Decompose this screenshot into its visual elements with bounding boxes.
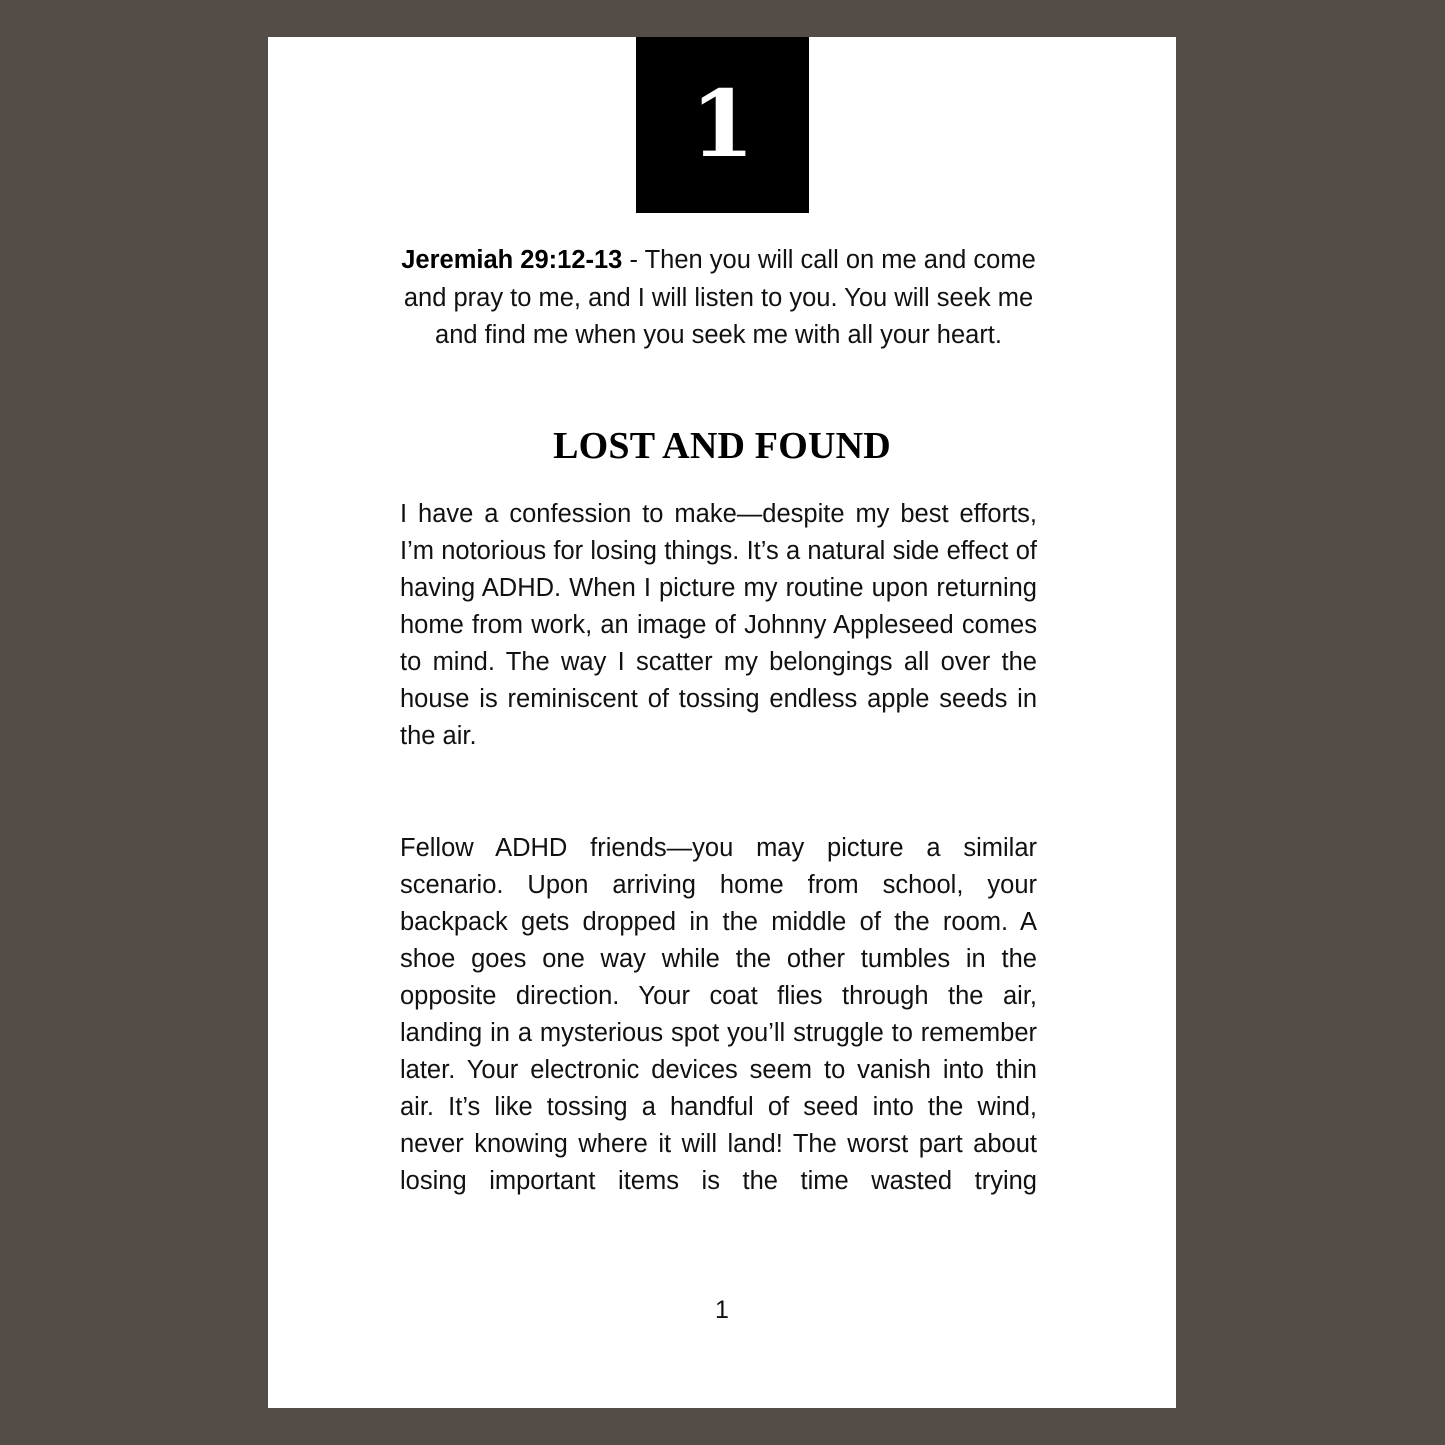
- body-paragraph-2: [400, 830, 1037, 1200]
- scripture-verse: [400, 242, 1037, 355]
- chapter-number-box: [636, 37, 809, 213]
- paragraph-text: I have a confession to make—despite my best efforts, I’m notorious for losing things. It’s a natural side effect of having ADHD. When I picture my routine upon returning home from work, an image of Johnny Appleseed comes to mind. The way I scatter my belongings all over the house is reminiscent of tossing endless apple seeds in the air.: [400, 500, 1037, 750]
- book-page: [268, 37, 1176, 1408]
- body-paragraph-1: [400, 496, 1037, 755]
- page-number: 1: [715, 1296, 729, 1324]
- paragraph-text: Fellow ADHD friends—you may picture a similar scenario. Upon arriving home from school, your backpack gets dropped in the middle of the room. A shoe goes one way while the other tumbles in the opposite direction. Your coat flies through the air, landing in a mysterious spot you’ll struggle to remember later. Your electronic devices seem to vanish into thin air. It’s like tossing a handful of seed into the wind, never knowing where it will land! The worst part about losing important items is the time wasted trying: [400, 834, 1037, 1195]
- chapter-title: LOST AND FOUND: [553, 425, 891, 467]
- chapter-number: 1: [690, 70, 755, 178]
- verse-reference: Jeremiah 29:12-13: [401, 246, 623, 274]
- verse-separator: -: [622, 246, 645, 274]
- verse-text: Then you will call on me and come and pray to me, and I will listen to you. You will seek me and find me when you seek me with all your heart.: [403, 246, 1036, 349]
